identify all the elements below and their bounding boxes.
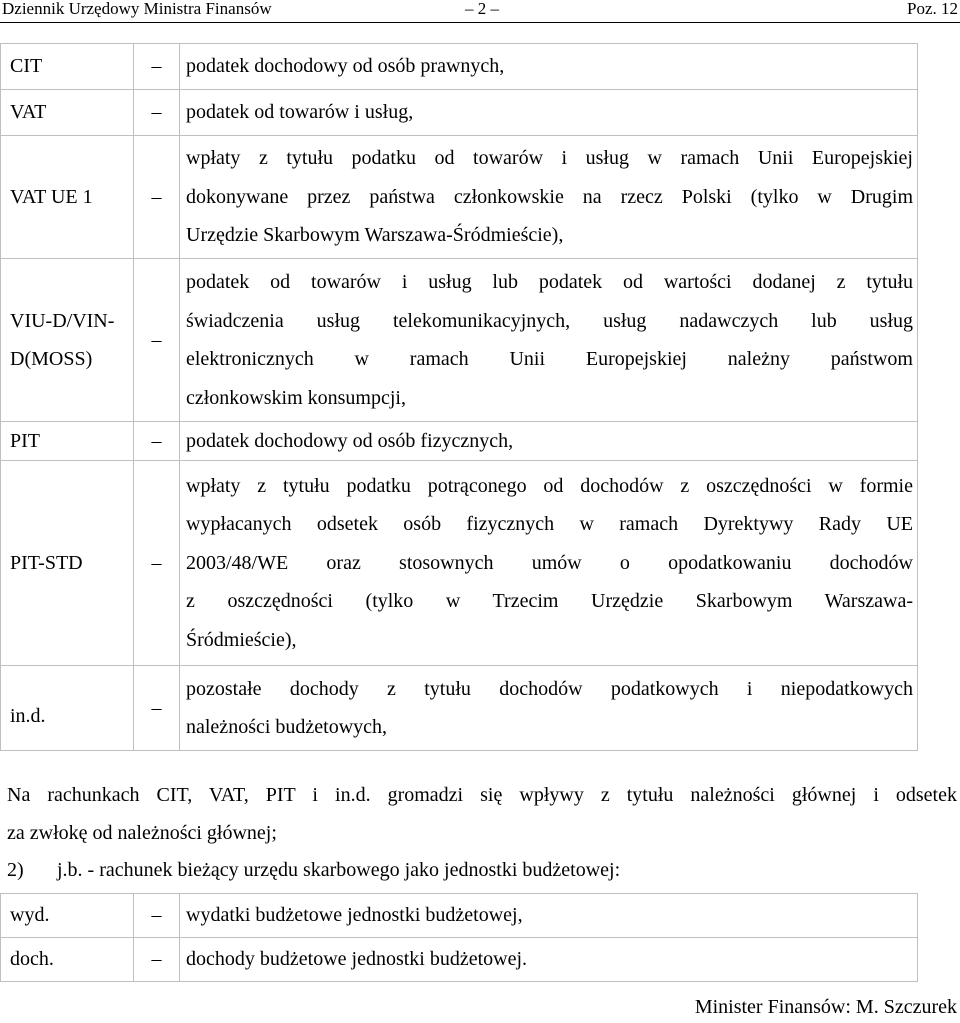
desc-cell bbox=[180, 136, 918, 259]
desc-line: Śródmieście), bbox=[186, 628, 297, 651]
journal-title: Dziennik Urzędowy Ministra Finansów bbox=[2, 0, 272, 18]
abbr-cell: PIT bbox=[1, 422, 134, 461]
desc-cell: podatek dochodowy od osób prawnych, bbox=[180, 44, 918, 90]
table-row bbox=[1, 938, 918, 982]
abbr-cell: doch. bbox=[1, 938, 134, 982]
dash-cell: – bbox=[134, 44, 180, 90]
position-number: Poz. 12 bbox=[907, 0, 958, 18]
abbr-cell: VAT UE 1 bbox=[1, 136, 134, 259]
abbr-line: D(MOSS) bbox=[10, 348, 93, 370]
desc-cell bbox=[180, 461, 918, 666]
desc-cell: podatek dochodowy od osób fizycznych, bbox=[180, 422, 918, 461]
paragraph-jb bbox=[7, 851, 957, 889]
desc-line: elektronicznych w ramach Unii Europejskiej należny państwom bbox=[186, 348, 913, 370]
desc-line: z oszczędności (tylko w Trzecim Urzędzie Skarbowym Warszawa- bbox=[186, 590, 913, 613]
desc-line: podatek od towarów i usług lub podatek od wartości dodanej z tytułu bbox=[186, 271, 913, 293]
desc-line: członkowskim konsumpcji, bbox=[186, 386, 406, 409]
table-row bbox=[1, 44, 918, 90]
abbr-cell: PIT-STD bbox=[1, 461, 134, 666]
desc-line: wpłaty z tytułu podatku potrąconego od dochodów z oszczędności w formie bbox=[186, 474, 913, 497]
dash-cell: – bbox=[134, 90, 180, 136]
desc-cell: dochody budżetowe jednostki budżetowej. bbox=[180, 938, 918, 982]
desc-line: wypłacanych odsetek osób fizycznych w ramach Dyrektywy Rady UE bbox=[186, 513, 913, 536]
abbr-cell: wyd. bbox=[1, 894, 134, 938]
table-row bbox=[1, 666, 918, 751]
budget-definitions-table bbox=[0, 893, 918, 982]
desc-cell: podatek od towarów i usług, bbox=[180, 90, 918, 136]
abbr-cell: in.d. bbox=[1, 666, 134, 751]
dash-cell: – bbox=[134, 938, 180, 982]
paragraph-line: Na rachunkach CIT, VAT, PIT i in.d. gromadzi się wpływy z tytułu należności głównej i odsetek bbox=[7, 784, 957, 806]
table-row bbox=[1, 136, 918, 259]
desc-line: wpłaty z tytułu podatku od towarów i usług w ramach Unii Europejskiej bbox=[186, 147, 913, 170]
dash-cell: – bbox=[134, 461, 180, 666]
table-row bbox=[1, 461, 918, 666]
table-row bbox=[1, 90, 918, 136]
desc-line: Urzędzie Skarbowym Warszawa-Śródmieście), bbox=[186, 224, 564, 247]
definitions-table bbox=[0, 43, 918, 751]
abbr-cell: CIT bbox=[1, 44, 134, 90]
table-row bbox=[1, 422, 918, 461]
signature: Minister Finansów: M. Szczurek bbox=[694, 996, 957, 1018]
desc-line: 2003/48/WE oraz stosownych umów o opodatkowaniu dochodów bbox=[186, 551, 913, 574]
desc-line: należności budżetowych, bbox=[186, 716, 388, 738]
abbr-cell: VAT bbox=[1, 90, 134, 136]
dash-cell: – bbox=[134, 259, 180, 422]
paragraph-line: za zwłokę od należności głównej; bbox=[7, 822, 277, 844]
dash-cell: – bbox=[134, 136, 180, 259]
paragraph-text: j.b. - rachunek bieżący urzędu skarbowego jako jednostki budżetowej: bbox=[57, 859, 621, 881]
desc-line: świadczenia usług telekomunikacyjnych, usług nadawczych lub usług bbox=[186, 309, 913, 332]
page-header bbox=[0, 0, 960, 23]
dash-cell: – bbox=[134, 894, 180, 938]
dash-cell: – bbox=[134, 422, 180, 461]
abbr-line: VIU-D/VIN- bbox=[10, 310, 115, 332]
desc-cell bbox=[180, 666, 918, 751]
desc-cell: wydatki budżetowe jednostki budżetowej, bbox=[180, 894, 918, 938]
list-number: 2) bbox=[7, 859, 24, 881]
table-row bbox=[1, 259, 918, 422]
desc-line: dokonywane przez państwa członkowskie na rzecz Polski (tylko w Drugim bbox=[186, 185, 913, 208]
desc-cell bbox=[180, 259, 918, 422]
table-row bbox=[1, 894, 918, 938]
abbr-cell bbox=[1, 259, 134, 422]
dash-cell: – bbox=[134, 666, 180, 751]
desc-line: pozostałe dochody z tytułu dochodów podatkowych i niepodatkowych bbox=[186, 677, 913, 700]
paragraph-accounts bbox=[7, 776, 957, 852]
page-number: – 2 – bbox=[465, 0, 499, 18]
